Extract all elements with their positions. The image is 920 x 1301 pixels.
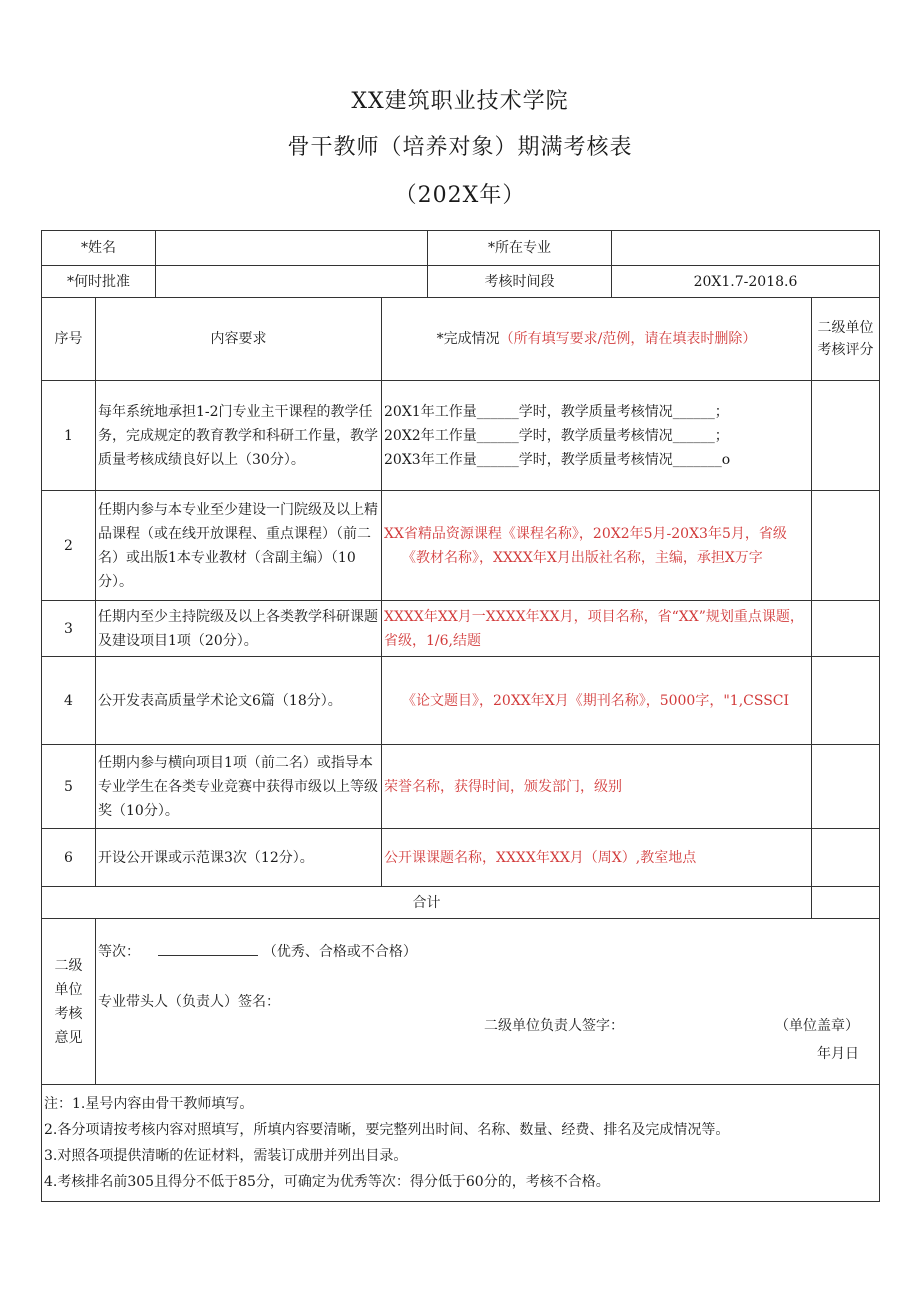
major-field[interactable] — [612, 231, 880, 266]
completion-header — [382, 298, 812, 381]
completion-line: XXXX年XX月一XXXX年XX月，项目名称，省“XX”规划重点课题，省级，1/6,结题 — [384, 608, 804, 649]
row-score[interactable] — [812, 829, 880, 887]
row-seq: 3 — [42, 601, 96, 657]
approval-label: *何时批准 — [42, 266, 156, 298]
row-completion[interactable] — [382, 381, 812, 491]
note-item: 注：1.星号内容由骨干教师填写。 — [44, 1096, 254, 1112]
row-seq: 1 — [42, 381, 96, 491]
row-completion[interactable] — [382, 829, 812, 887]
row-score[interactable] — [812, 657, 880, 745]
row-score[interactable] — [812, 745, 880, 829]
sign-date: 年月日 — [817, 1046, 859, 1062]
row-completion[interactable] — [382, 657, 812, 745]
row-requirement: 任期内参与本专业至少建设一门院级及以上精品课程（或在线开放课程、重点课程）（前二名）或出版1本专业教材（含副主编）（10分）。 — [96, 491, 382, 601]
row-score[interactable] — [812, 381, 880, 491]
score-header: 二级单位考核评分 — [812, 298, 880, 381]
row-requirement: 公开发表高质量学术论文6篇（18分）。 — [96, 657, 382, 745]
row-requirement: 任期内至少主持院级及以上各类教学科研课题及建设项目1项（20分）。 — [96, 601, 382, 657]
opinion-label — [42, 919, 96, 1085]
row-completion[interactable] — [382, 491, 812, 601]
row-seq: 6 — [42, 829, 96, 887]
completion-line: 20X3年工作量______学时，教学质量考核情况_______o — [384, 451, 731, 468]
name-field[interactable] — [156, 231, 428, 266]
row-score[interactable] — [812, 601, 880, 657]
completion-line: 《论文题目》，20XX年X月《期刊名称》，5000字，"1,CSSCI — [402, 692, 790, 709]
row-completion[interactable] — [382, 745, 812, 829]
opinion-label-text: 二级单位考核意见 — [54, 957, 83, 1046]
school-name: XX建筑职业技术学院 — [351, 89, 569, 114]
note-item: 4.考核排名前305且得分不低于85分，可确定为优秀等次：得分低于60分的，考核不合格。 — [44, 1174, 610, 1190]
major-label: *所在专业 — [428, 231, 612, 266]
note-item: 2.各分项请按考核内容对照填写，所填内容要清晰，要完整列出时间、名称、数量、经费、排名及完成情况等。 — [44, 1122, 730, 1138]
completion-header-note: （所有填写要求/范例，请在填表时删除） — [499, 331, 757, 347]
row-requirement: 任期内参与横向项目1项（前二名）或指导本专业学生在各类专业竞赛中获得市级以上等级奖（10分）。 — [96, 745, 382, 829]
grade-hint: （优秀、合格或不合格） — [262, 944, 417, 960]
table-row — [42, 381, 880, 491]
table-row — [42, 601, 880, 657]
row-seq: 5 — [42, 745, 96, 829]
assessment-table — [41, 230, 880, 1202]
row-score[interactable] — [812, 491, 880, 601]
row-seq: 4 — [42, 657, 96, 745]
note-item: 3.对照各项提供清晰的佐证材料，需装订成册并列出目录。 — [44, 1148, 408, 1164]
requirement-header: 内容要求 — [96, 298, 382, 381]
completion-line: XX省精品资源课程《课程名称》，20X2年5月-20X3年5月，省级 — [384, 525, 787, 542]
table-row — [42, 829, 880, 887]
completion-header-label: *完成情况 — [436, 331, 500, 347]
seq-header: 序号 — [42, 298, 96, 381]
completion-line: 公开课课题名称，XXXX年XX月（周X）,教室地点 — [384, 849, 697, 866]
opinion-body — [96, 919, 880, 1085]
unit-sign: 二级单位负责人签字： — [484, 1018, 624, 1034]
total-score[interactable] — [812, 887, 880, 919]
completion-line: 《教材名称》，XXXX年X月出版社名称，主编，承担X万字 — [402, 549, 763, 566]
completion-line: 荣誉名称，获得时间，颁发部门，级别 — [384, 778, 622, 795]
row-completion[interactable] — [382, 601, 812, 657]
notes — [42, 1085, 880, 1202]
grade-label: 等次： — [98, 944, 140, 960]
completion-line: 20X2年工作量______学时，教学质量考核情况______； — [384, 427, 729, 444]
grade-input[interactable] — [158, 939, 258, 956]
table-row — [42, 491, 880, 601]
form-title: 骨干教师（培养对象）期满考核表 — [287, 135, 633, 160]
row-requirement: 每年系统地承担1-2门专业主干课程的教学任务，完成规定的教育教学和科研工作量，教学质量考核成绩良好以上（30分）。 — [96, 381, 382, 491]
period-value: 20X1.7-2018.6 — [612, 266, 880, 298]
form-year: （202X年） — [394, 183, 526, 208]
period-label: 考核时间段 — [428, 266, 612, 298]
unit-seal: （单位盖章） — [775, 1018, 859, 1034]
table-row — [42, 657, 880, 745]
leader-sign: 专业带头人（负责人）签名： — [98, 994, 280, 1010]
row-seq: 2 — [42, 491, 96, 601]
approval-field[interactable] — [156, 266, 428, 298]
name-label: *姓名 — [42, 231, 156, 266]
total-label: 合计 — [42, 887, 812, 919]
table-row — [42, 745, 880, 829]
completion-line: 20X1年工作量______学时，教学质量考核情况______； — [384, 403, 729, 420]
row-requirement: 开设公开课或示范课3次（12分）。 — [96, 829, 382, 887]
